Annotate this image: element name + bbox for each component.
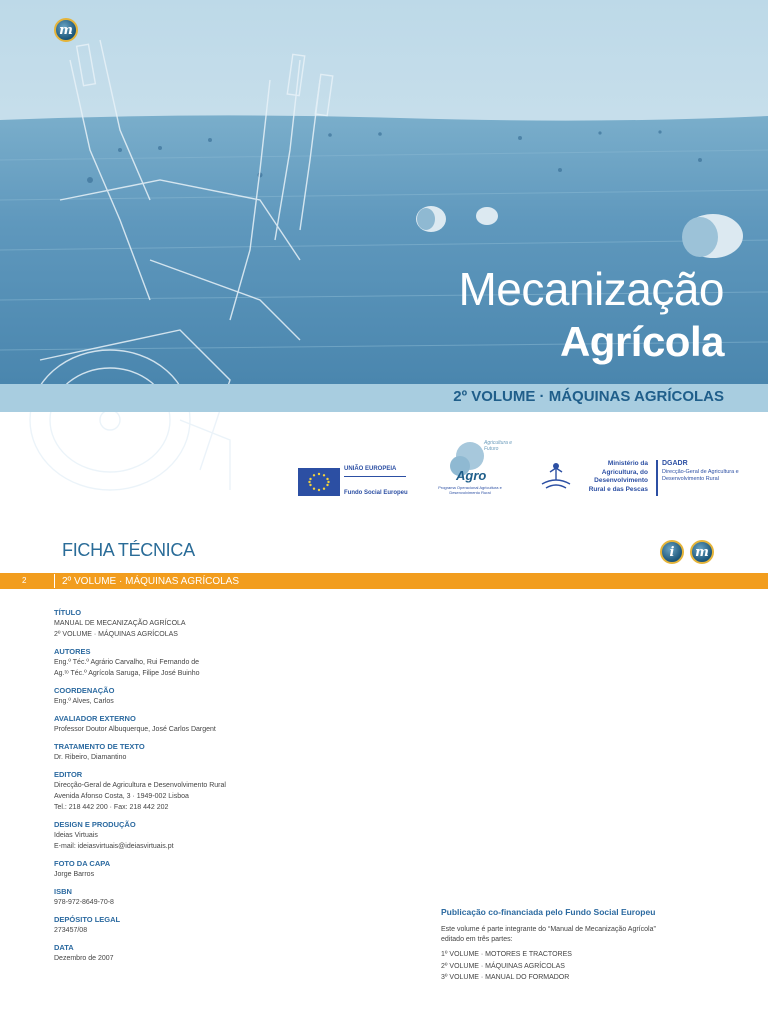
credit-value: Avenida Afonso Costa, 3 · 1949-002 Lisboa [54, 793, 189, 800]
credit-block [54, 608, 384, 640]
volume-item: 1º VOLUME · MOTORES E TRACTORES [441, 951, 572, 958]
cover-title-line-2: Agrícola [559, 318, 724, 365]
credit-value: 978-972-8649-70-8 [54, 899, 114, 906]
funding-note [441, 907, 721, 984]
eu-flag-icon [298, 468, 340, 496]
volume-list [441, 949, 721, 984]
credit-block [54, 887, 384, 908]
logo-letter: m [59, 22, 73, 38]
publisher-logo-icon [690, 540, 714, 564]
credit-heading: TRATAMENTO DE TEXTO [54, 742, 145, 751]
credit-block [54, 915, 384, 936]
credit-heading: DEPÓSITO LEGAL [54, 915, 121, 924]
ministry-name: Ministério da Agricultura, do Desenvolvimento Rural e das Pescas [588, 460, 648, 493]
credit-value: Ag.ᵗᵒ Téc.º Agrícola Saruga, Filipe José Buinho [54, 670, 200, 677]
section-bar-label: 2º VOLUME · MÁQUINAS AGRÍCOLAS [62, 576, 240, 587]
credit-block [54, 647, 384, 679]
volume-item: 2º VOLUME · MÁQUINAS AGRÍCOLAS [441, 962, 565, 970]
credit-heading: DESIGN E PRODUÇÃO [54, 820, 136, 829]
publisher-logo-icon [54, 18, 78, 42]
agro-wordmark: Agro [456, 468, 487, 483]
agro-program-text: Programa Operacional Agricultura e Desenvolvimento Rural [438, 485, 502, 495]
agro-tagline: Agricultura e Futuro [484, 440, 513, 452]
ministry-emblem-icon [536, 458, 576, 498]
funding-description: Este volume é parte integrante do “Manual de Mecanização Agrícola” [441, 926, 656, 933]
eu-label: UNIÃO EUROPEIA [344, 466, 397, 472]
eu-divider [344, 476, 406, 477]
credit-heading: EDITOR [54, 770, 83, 779]
credit-block [54, 943, 384, 964]
credit-block [54, 714, 384, 735]
credit-value: Dezembro de 2007 [54, 955, 114, 962]
credit-heading: AUTORES [54, 647, 91, 656]
credit-value: 2º VOLUME · MÁQUINAS AGRÍCOLAS [54, 631, 178, 638]
credit-value: Eng.º Alves, Carlos [54, 698, 114, 705]
credit-value: Tel.: 218 442 200 · Fax: 218 442 202 [54, 804, 169, 811]
funding-description: editado em três partes: [441, 936, 513, 943]
credit-value: Jorge Barros [54, 871, 95, 878]
credit-value: Eng.º Téc.º Agrário Carvalho, Rui Fernando de [54, 659, 200, 666]
credit-heading: ISBN [54, 887, 72, 896]
credit-value: Dr. Ribeiro, Diamantino [54, 754, 127, 761]
dgadr-acronym: DGADR [662, 460, 688, 467]
fse-label: Fundo Social Europeu [344, 490, 408, 496]
credit-value: Direcção-Geral de Agricultura e Desenvolvimento Rural [54, 782, 226, 789]
info-logo-icon [660, 540, 684, 564]
ministry-divider [656, 460, 658, 496]
credit-value: Ideias Virtuais [54, 832, 98, 839]
ficha-tecnica-heading: FICHA TÉCNICA [62, 540, 195, 560]
credit-block [54, 859, 384, 880]
sponsor-logos [0, 438, 768, 510]
volume-item: 3º VOLUME · MANUAL DO FORMADOR [441, 974, 570, 981]
credit-heading: DATA [54, 943, 74, 952]
page-number: 2 [22, 576, 27, 585]
credit-block [54, 770, 384, 813]
section-bar-divider [54, 574, 55, 588]
credit-heading: COORDENAÇÃO [54, 686, 115, 695]
dgadr-name: Direcção-Geral de Agricultura e Desenvolvimento Rural [662, 469, 739, 482]
credit-value: 273457/08 [54, 927, 88, 934]
cover-subtitle: 2º VOLUME · MÁQUINAS AGRÍCOLAS [453, 388, 724, 405]
credit-heading: TÍTULO [54, 608, 82, 617]
credit-heading: AVALIADOR EXTERNO [54, 714, 136, 723]
logo-letter: i [669, 544, 675, 560]
cover-title-line-1: Mecanização [458, 263, 724, 315]
logo-letter: m [695, 544, 709, 560]
credit-value: Professor Doutor Albuquerque, José Carlos Dargent [54, 726, 216, 733]
credit-heading: FOTO DA CAPA [54, 859, 111, 868]
credit-block [54, 742, 384, 763]
credit-block [54, 686, 384, 707]
credit-value: E-mail: ideiasvirtuais@ideiasvirtuais.pt [54, 843, 174, 850]
credit-value: MANUAL DE MECANIZAÇÃO AGRÍCOLA [54, 620, 186, 627]
credits-list [54, 608, 384, 971]
credit-block [54, 820, 384, 852]
funding-title: Publicação co-financiada pelo Fundo Social Europeu [441, 907, 656, 917]
